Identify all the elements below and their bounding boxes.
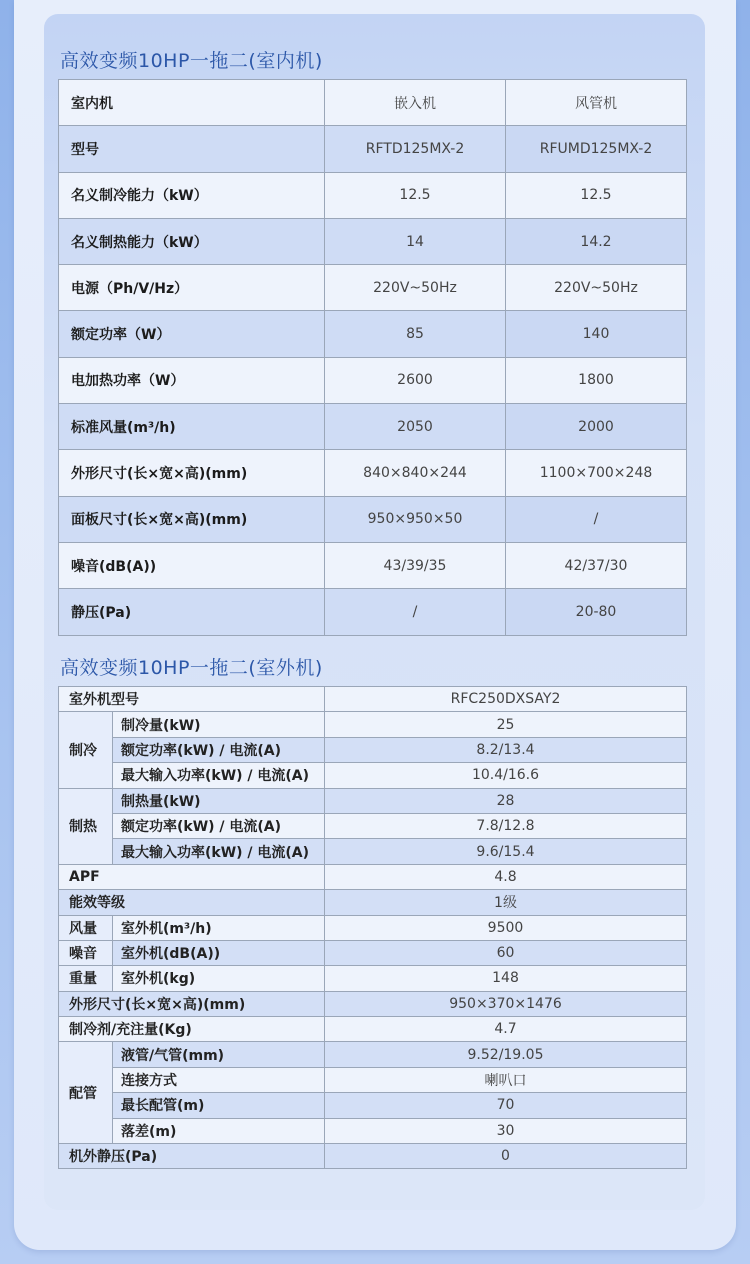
row-label: 机外静压(Pa): [59, 1144, 325, 1169]
row-label: 液管/气管(mm): [113, 1042, 325, 1067]
indoor-spec-table: [58, 79, 687, 636]
table-row: [59, 966, 687, 991]
embedded-unit-value: 220V~50Hz: [325, 265, 506, 311]
table-row: [59, 915, 687, 940]
table-row: [59, 542, 687, 588]
table-row: [59, 839, 687, 864]
table-row: [59, 890, 687, 915]
duct-unit-value: 1800: [506, 357, 687, 403]
duct-unit-value: 风管机: [506, 80, 687, 126]
row-label: 电加热功率（W）: [59, 357, 325, 403]
row-value: 4.7: [325, 1017, 687, 1042]
row-label: 外形尺寸(长×宽×高)(mm): [59, 450, 325, 496]
row-label: 室内机: [59, 80, 325, 126]
row-value: 30: [325, 1118, 687, 1143]
table-row: [59, 1017, 687, 1042]
row-label: 面板尺寸(长×宽×高)(mm): [59, 496, 325, 542]
row-label: APF: [59, 864, 325, 889]
embedded-unit-value: RFTD125MX-2: [325, 126, 506, 172]
group-label: 重量: [59, 966, 113, 991]
row-label: 型号: [59, 126, 325, 172]
row-label: 名义制热能力（kW）: [59, 218, 325, 264]
outdoor-spec-table: [58, 686, 687, 1169]
table-row: [59, 940, 687, 965]
table-row: [59, 1042, 687, 1067]
row-label: 标准风量(m³/h): [59, 404, 325, 450]
row-value: 9.52/19.05: [325, 1042, 687, 1067]
row-value: 喇叭口: [325, 1067, 687, 1092]
table-row: [59, 357, 687, 403]
duct-unit-value: 12.5: [506, 172, 687, 218]
row-value: 148: [325, 966, 687, 991]
table-row: [59, 404, 687, 450]
row-label: 额定功率（W）: [59, 311, 325, 357]
row-label: 额定功率(kW) / 电流(A): [113, 737, 325, 762]
table-row: [59, 450, 687, 496]
row-label: 落差(m): [113, 1118, 325, 1143]
row-label: 噪音(dB(A)): [59, 542, 325, 588]
embedded-unit-value: 12.5: [325, 172, 506, 218]
duct-unit-value: RFUMD125MX-2: [506, 126, 687, 172]
row-label: 制冷量(kW): [113, 712, 325, 737]
row-label: 外形尺寸(长×宽×高)(mm): [59, 991, 325, 1016]
duct-unit-value: 1100×700×248: [506, 450, 687, 496]
embedded-unit-value: 840×840×244: [325, 450, 506, 496]
embedded-unit-value: 950×950×50: [325, 496, 506, 542]
table-row: [59, 1093, 687, 1118]
row-label: 静压(Pa): [59, 589, 325, 635]
embedded-unit-value: 2600: [325, 357, 506, 403]
duct-unit-value: 14.2: [506, 218, 687, 264]
group-label: 配管: [59, 1042, 113, 1144]
table-row: [59, 126, 687, 172]
table-row: [59, 813, 687, 838]
duct-unit-value: 140: [506, 311, 687, 357]
group-label: 制热: [59, 788, 113, 864]
row-value: 70: [325, 1093, 687, 1118]
row-label: 电源（Ph/V/Hz）: [59, 265, 325, 311]
row-label: 室外机(dB(A)): [113, 940, 325, 965]
row-label: 制热量(kW): [113, 788, 325, 813]
row-value: 9500: [325, 915, 687, 940]
table-row: [59, 788, 687, 813]
indoor-section-title: 高效变频10HP一拖二(室内机): [60, 50, 323, 72]
group-label: 风量: [59, 915, 113, 940]
table-row: [59, 864, 687, 889]
table-row: [59, 712, 687, 737]
row-value: 28: [325, 788, 687, 813]
table-row: [59, 218, 687, 264]
row-label: 最大输入功率(kW) / 电流(A): [113, 839, 325, 864]
table-row: [59, 265, 687, 311]
row-value: 25: [325, 712, 687, 737]
embedded-unit-value: 14: [325, 218, 506, 264]
row-value: 1级: [325, 890, 687, 915]
row-value: 950×370×1476: [325, 991, 687, 1016]
embedded-unit-value: 2050: [325, 404, 506, 450]
embedded-unit-value: /: [325, 589, 506, 635]
row-value: 7.8/12.8: [325, 813, 687, 838]
table-row: [59, 311, 687, 357]
group-label: 制冷: [59, 712, 113, 788]
table-row: [59, 496, 687, 542]
table-row: [59, 589, 687, 635]
duct-unit-value: /: [506, 496, 687, 542]
embedded-unit-value: 嵌入机: [325, 80, 506, 126]
group-label: 噪音: [59, 940, 113, 965]
duct-unit-value: 20-80: [506, 589, 687, 635]
table-row: [59, 763, 687, 788]
table-row: [59, 172, 687, 218]
row-value: 9.6/15.4: [325, 839, 687, 864]
table-row: [59, 1118, 687, 1143]
duct-unit-value: 220V~50Hz: [506, 265, 687, 311]
row-value: 60: [325, 940, 687, 965]
table-row: [59, 687, 687, 712]
row-label: 室外机(kg): [113, 966, 325, 991]
table-row: [59, 1144, 687, 1169]
row-value: 4.8: [325, 864, 687, 889]
row-label: 连接方式: [113, 1067, 325, 1092]
table-row: [59, 991, 687, 1016]
outdoor-section-title: 高效变频10HP一拖二(室外机): [60, 657, 323, 679]
row-label: 最长配管(m): [113, 1093, 325, 1118]
row-value: 0: [325, 1144, 687, 1169]
row-label: 室外机型号: [59, 687, 325, 712]
embedded-unit-value: 85: [325, 311, 506, 357]
embedded-unit-value: 43/39/35: [325, 542, 506, 588]
row-label: 名义制冷能力（kW）: [59, 172, 325, 218]
row-label: 最大输入功率(kW) / 电流(A): [113, 763, 325, 788]
duct-unit-value: 42/37/30: [506, 542, 687, 588]
row-label: 制冷剂/充注量(Kg): [59, 1017, 325, 1042]
row-label: 能效等级: [59, 890, 325, 915]
table-row: [59, 1067, 687, 1092]
table-row: [59, 737, 687, 762]
row-label: 室外机(m³/h): [113, 915, 325, 940]
row-value: 10.4/16.6: [325, 763, 687, 788]
row-value: RFC250DXSAY2: [325, 687, 687, 712]
row-label: 额定功率(kW) / 电流(A): [113, 813, 325, 838]
row-value: 8.2/13.4: [325, 737, 687, 762]
table-row: [59, 80, 687, 126]
duct-unit-value: 2000: [506, 404, 687, 450]
